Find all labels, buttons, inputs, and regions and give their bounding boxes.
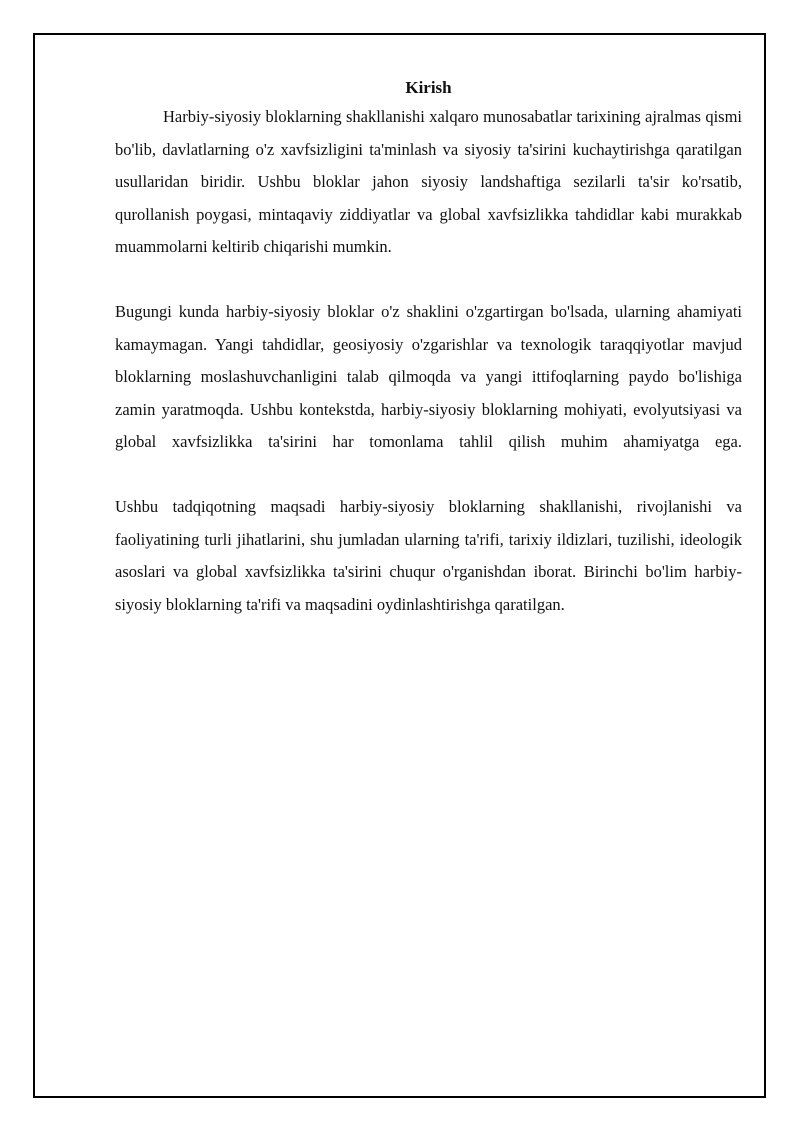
paragraph-gap bbox=[115, 459, 742, 492]
paragraph-1: Harbiy-siyosiy bloklarning shakllanishi xalqaro munosabatlar tarixining ajralmas qismi bo'lib, davlatlarning o'z xavfsizligini ta'minlash va siyosiy ta'sirini kuchaytirishga qaratilgan usullaridan biridir. Ushbu bloklar jahon siyosiy landshaftiga sezilarli ta'sir ko'rsatib, qurollanish poygasi, mintaqaviy ziddiyatlar va global xavfsizlikka tahdidlar kabi murakkab muammolarni keltirib chiqarishi mumkin. bbox=[115, 107, 742, 256]
document-title: Kirish bbox=[405, 78, 452, 97]
document-body bbox=[115, 77, 742, 621]
paragraph-gap bbox=[115, 264, 742, 297]
paragraph-2: Bugungi kunda harbiy-siyosiy bloklar o'z shaklini o'zgartirgan bo'lsada, ularning ahamiyati kamaymagan. Yangi tahdidlar, geosiyosiy o'zgarishlar va texnologik taraqqiyotlar mavjud bloklarning moslashuvchanligini talab qilmoqda va yangi ittifoqlarning paydo bo'lishiga zamin yaratmoqda. Ushbu kontekstda, harbiy-siyosiy bloklarning mohiyati, evolyutsiyasi va global xavfsizlikka ta'sirini har tomonlama tahlil qilish muhim ahamiyatga ega. bbox=[115, 302, 742, 451]
paragraph-3: Ushbu tadqiqotning maqsadi harbiy-siyosiy bloklarning shakllanishi, rivojlanishi va faoliyatining turli jihatlarini, shu jumladan ularning ta'rifi, tarixiy ildizlari, tuzilishi, ideologik asoslari va global xavfsizlikka ta'sirini chuqur o'rganishdan iborat. Birinchi bo'lim harbiy-siyosiy bloklarning ta'rifi va maqsadini oydinlashtirishga qaratilgan. bbox=[115, 497, 742, 614]
